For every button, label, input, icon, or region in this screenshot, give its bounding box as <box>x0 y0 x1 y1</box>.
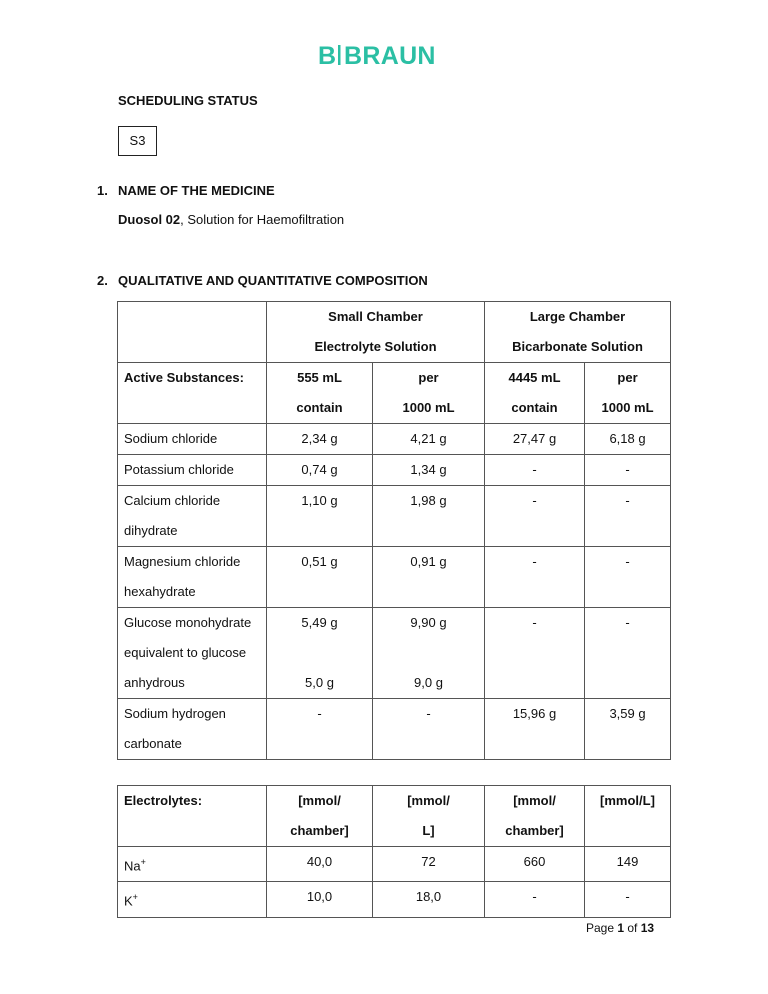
cell-line: equivalent to glucose <box>124 645 247 660</box>
cell-line: 27,47 g <box>512 431 557 446</box>
ion-symbol: Na <box>124 858 141 874</box>
value-cell <box>373 486 485 547</box>
column-header <box>373 786 485 847</box>
cell-line: - <box>532 462 537 477</box>
header-line: 4445 mL <box>508 370 561 385</box>
cell-line: - <box>426 706 431 721</box>
cell-line: Potassium chloride <box>124 462 234 477</box>
ion-symbol: K <box>124 893 133 909</box>
value-cell <box>267 455 373 486</box>
table-row <box>118 608 671 699</box>
value-cell <box>585 699 671 760</box>
value-cell <box>485 608 585 699</box>
cell-line: - <box>317 706 322 721</box>
header-line: Large Chamber <box>529 309 626 324</box>
cell-line: 4,21 g <box>410 431 447 446</box>
ion-charge: + <box>132 892 138 903</box>
value-cell <box>267 547 373 608</box>
value-cell: 149 <box>585 847 671 882</box>
cell-line: 9,0 g <box>414 675 443 690</box>
large-chamber-header <box>485 302 671 363</box>
header-line: per <box>418 370 439 385</box>
header-line: per <box>617 370 638 385</box>
value-cell <box>267 424 373 455</box>
substance-name <box>118 547 267 608</box>
active-substances-label: Active Substances: <box>118 363 267 424</box>
section-title: QUALITATIVE AND QUANTITATIVE COMPOSITION <box>118 273 428 288</box>
cell-line: 0,51 g <box>301 554 338 569</box>
value-cell <box>585 486 671 547</box>
cell-line: - <box>625 554 630 569</box>
header-line: Small Chamber <box>328 309 423 324</box>
value-cell <box>267 699 373 760</box>
table-row <box>118 847 671 882</box>
substance-name <box>118 608 267 699</box>
column-header <box>485 786 585 847</box>
cell-line: 3,59 g <box>609 706 646 721</box>
header-line: [mmol/L] <box>600 793 655 808</box>
header-line: chamber] <box>290 823 349 838</box>
page-of: of <box>624 921 641 935</box>
current-page: 1 <box>617 921 625 935</box>
ion-name <box>118 882 267 917</box>
header-line: contain <box>511 400 558 415</box>
section-number: 2. <box>97 273 108 288</box>
value-cell: 660 <box>485 847 585 882</box>
cell-line <box>379 638 478 668</box>
header-line: [mmol/ <box>513 793 556 808</box>
cell-line: 9,90 g <box>410 615 447 630</box>
total-pages: 13 <box>640 921 655 935</box>
table-row <box>118 547 671 608</box>
cell-line: 1,10 g <box>301 493 338 508</box>
cell-line: - <box>532 554 537 569</box>
value-cell: 72 <box>373 847 485 882</box>
cell-line: 1,98 g <box>410 493 447 508</box>
value-cell <box>585 455 671 486</box>
small-chamber-header <box>267 302 485 363</box>
value-cell <box>485 486 585 547</box>
substance-name <box>118 699 267 760</box>
cell-line: 0,91 g <box>410 554 447 569</box>
value-cell <box>267 486 373 547</box>
svg-text:BRAUN: BRAUN <box>344 42 436 68</box>
value-cell <box>585 608 671 699</box>
substance-name <box>118 455 267 486</box>
medicine-name <box>118 212 344 227</box>
cell-line: 5,49 g <box>301 615 338 630</box>
composition-table <box>117 301 671 760</box>
substance-name <box>118 486 267 547</box>
table-header-row <box>118 302 671 363</box>
table-row <box>118 699 671 760</box>
value-cell: 18,0 <box>373 882 485 917</box>
cell-line: Calcium chloride <box>124 493 221 508</box>
column-header <box>485 363 585 424</box>
cell-line: 2,34 g <box>301 431 338 446</box>
cell-line: carbonate <box>124 736 182 751</box>
value-cell <box>373 699 485 760</box>
value-cell <box>373 424 485 455</box>
cell-line: 15,96 g <box>512 706 557 721</box>
section-number: 1. <box>97 183 108 198</box>
substance-name <box>118 424 267 455</box>
value-cell <box>585 424 671 455</box>
svg-text:B: B <box>318 42 337 68</box>
value-cell <box>485 424 585 455</box>
value-cell: - <box>485 882 585 917</box>
value-cell: - <box>585 882 671 917</box>
header-line: Electrolyte Solution <box>314 339 437 354</box>
page-number <box>586 921 654 935</box>
header-line: contain <box>296 400 343 415</box>
table-header-row <box>118 786 671 847</box>
cell-line <box>273 638 366 668</box>
scheduling-status-value: S3 <box>118 126 157 156</box>
column-header <box>585 363 671 424</box>
header-line: 1000 mL <box>601 400 654 415</box>
cell-line: 1,34 g <box>410 462 447 477</box>
table-row <box>118 424 671 455</box>
header-line: 1000 mL <box>402 400 455 415</box>
table-row <box>118 882 671 917</box>
cell-line: - <box>532 615 537 630</box>
value-cell <box>373 547 485 608</box>
cell-line: Magnesium chloride <box>124 554 241 569</box>
cell-line: Sodium hydrogen <box>124 706 226 721</box>
value-cell <box>485 699 585 760</box>
value-cell: 10,0 <box>267 882 373 917</box>
header-line: [mmol/ <box>407 793 450 808</box>
scheduling-status-heading: SCHEDULING STATUS <box>118 93 258 108</box>
cell-line: hexahydrate <box>124 584 196 599</box>
header-line: L] <box>422 823 435 838</box>
header-line: [mmol/ <box>298 793 341 808</box>
product-description: , Solution for Haemofiltration <box>180 212 345 227</box>
value-cell <box>485 455 585 486</box>
cell-line: - <box>532 493 537 508</box>
cell-line: 0,74 g <box>301 462 338 477</box>
value-cell <box>585 547 671 608</box>
column-header <box>373 363 485 424</box>
table-row <box>118 455 671 486</box>
value-cell: 40,0 <box>267 847 373 882</box>
empty-cell <box>118 302 267 363</box>
value-cell <box>485 547 585 608</box>
ion-name <box>118 847 267 882</box>
header-line: Bicarbonate Solution <box>512 339 643 354</box>
header-line: chamber] <box>505 823 564 838</box>
cell-line: anhydrous <box>124 675 185 690</box>
value-cell <box>267 608 373 699</box>
electrolytes-label: Electrolytes: <box>118 786 267 847</box>
page-prefix: Page <box>586 921 618 935</box>
product-name: Duosol 02 <box>118 212 181 227</box>
column-header <box>267 363 373 424</box>
table-header-row <box>118 363 671 424</box>
cell-line: - <box>625 462 630 477</box>
cell-line: Glucose monohydrate <box>124 615 252 630</box>
electrolytes-table <box>117 785 671 918</box>
cell-line: - <box>625 615 630 630</box>
cell-line: 5,0 g <box>305 675 334 690</box>
ion-charge: + <box>140 857 146 867</box>
value-cell <box>373 455 485 486</box>
section-title: NAME OF THE MEDICINE <box>118 183 275 198</box>
header-line: 555 mL <box>297 370 342 385</box>
table-row <box>118 486 671 547</box>
b-braun-logo <box>318 42 452 68</box>
cell-line: - <box>625 493 630 508</box>
column-header <box>267 786 373 847</box>
cell-line: Sodium chloride <box>124 431 218 446</box>
value-cell <box>373 608 485 699</box>
column-header <box>585 786 671 847</box>
cell-line: dihydrate <box>124 523 178 538</box>
cell-line: 6,18 g <box>609 431 646 446</box>
